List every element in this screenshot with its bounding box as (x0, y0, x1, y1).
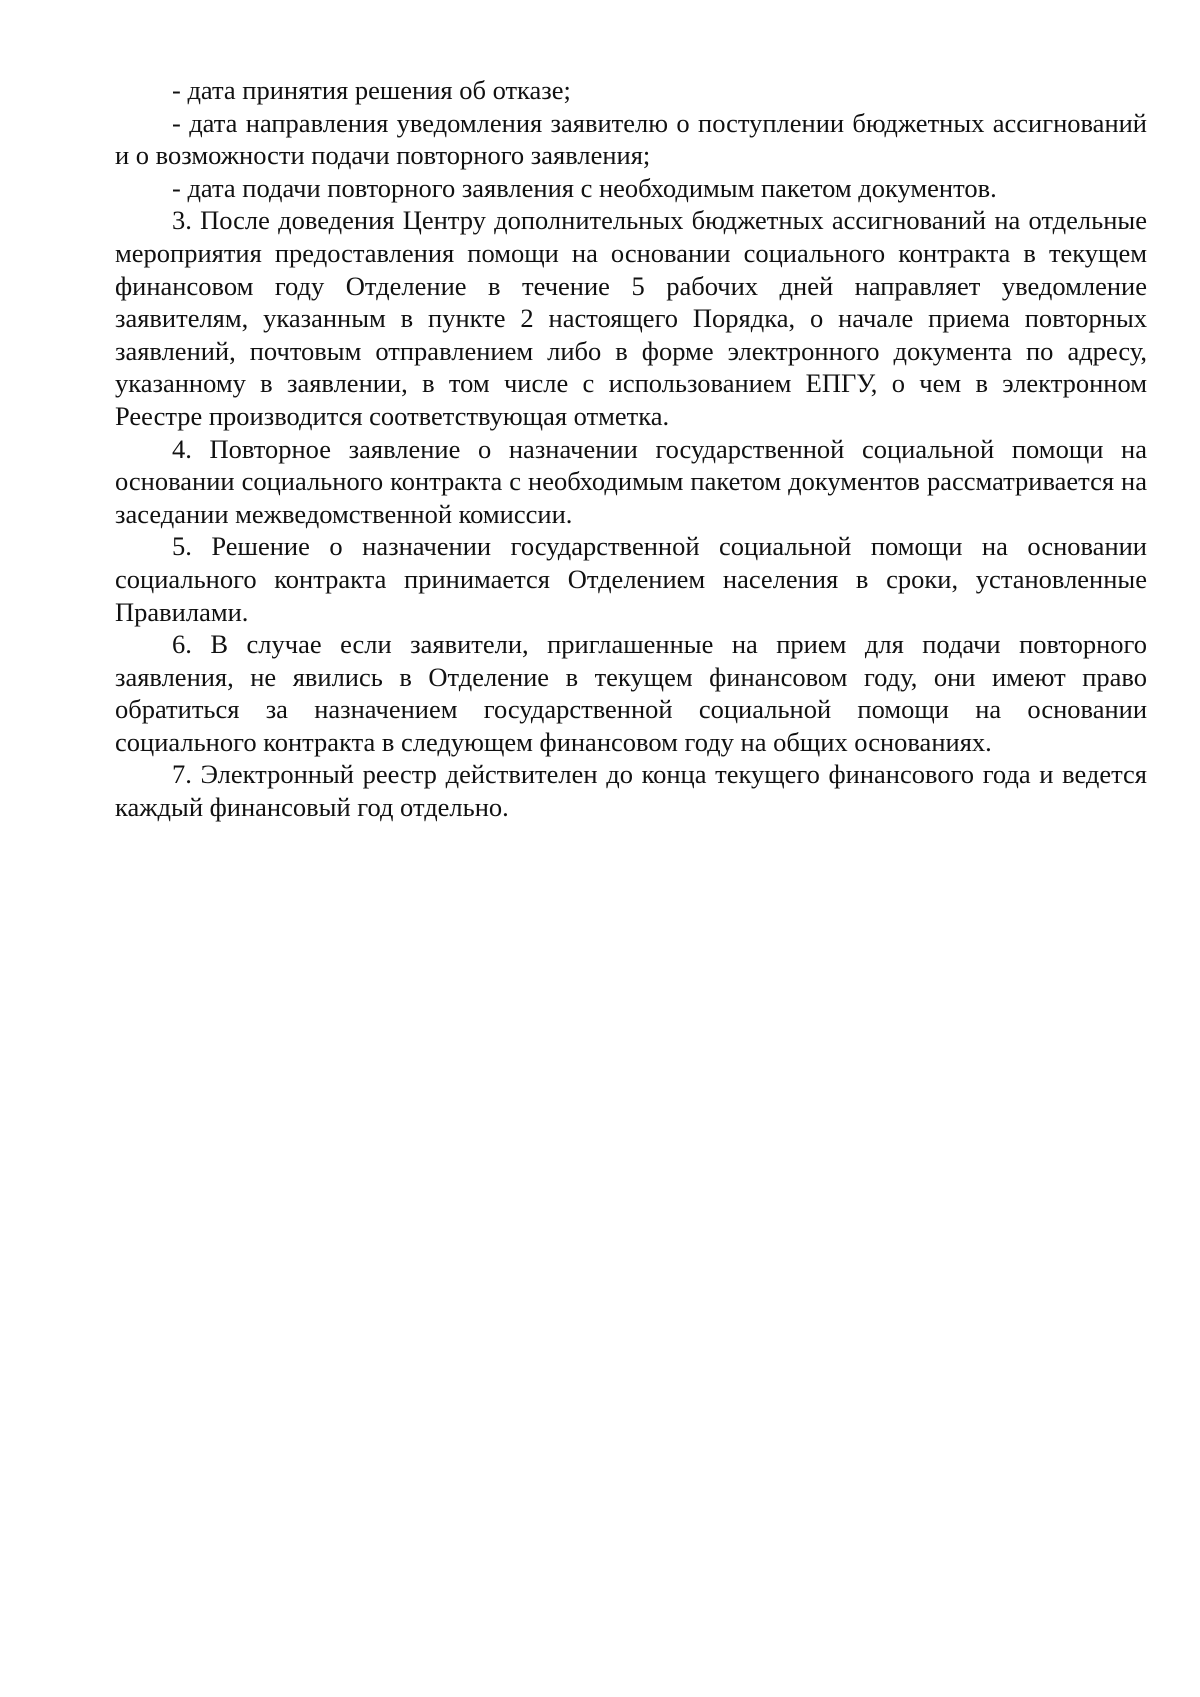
paragraph-refusal-date: - дата принятия решения об отказе; (172, 75, 571, 105)
paragraph-item-7: 7. Электронный реестр действителен до конца текущего финансового года и ведется каждый финансовый год отдельно. (115, 759, 1147, 823)
paragraph-item-6: 6. В случае если заявители, приглашенные на прием для подачи повторного заявления, не явились в Отделение в текущем финансовом году, они имеют право обратиться за назначением государственной социальной помощи на основании социального контракта в следующем финансовом году на общих основаниях. (115, 629, 1147, 757)
paragraph-resubmission-date: - дата подачи повторного заявления с необходимым пакетом документов. (172, 172, 997, 203)
paragraph-item-4: 4. Повторное заявление о назначении государственной социальной помощи на основании социального контракта с необходимым пакетом документов рассматривается на заседании межведомственной комиссии. (115, 433, 1147, 529)
paragraph-item-5: 5. Решение о назначении государственной социальной помощи на основании социального контракта принимается Отделением населения в сроки, установленные Правилами. (115, 531, 1147, 627)
paragraph-item-3: 3. После доведения Центру дополнительных бюджетных ассигнований на отдельные мероприятия предоставления помощи на основании социального контракта в текущем финансовом году Отделение в течение 5 рабочих дней направляет уведомление заявителям, указанным в пункте 2 настоящего Порядка, о начале приема повторных заявлений, почтовым отправлением либо в форме электронного документа по адресу, указанному в заявлении, в том числе с использованием ЕПГУ, о чем в электронном Реестре производится соответствующая отметка. (115, 205, 1147, 431)
document-body (115, 74, 1147, 824)
paragraph-notification-date: - дата направления уведомления заявителю о поступлении бюджетных ассигнований и о возможности подачи повторного заявления; (115, 107, 1147, 171)
